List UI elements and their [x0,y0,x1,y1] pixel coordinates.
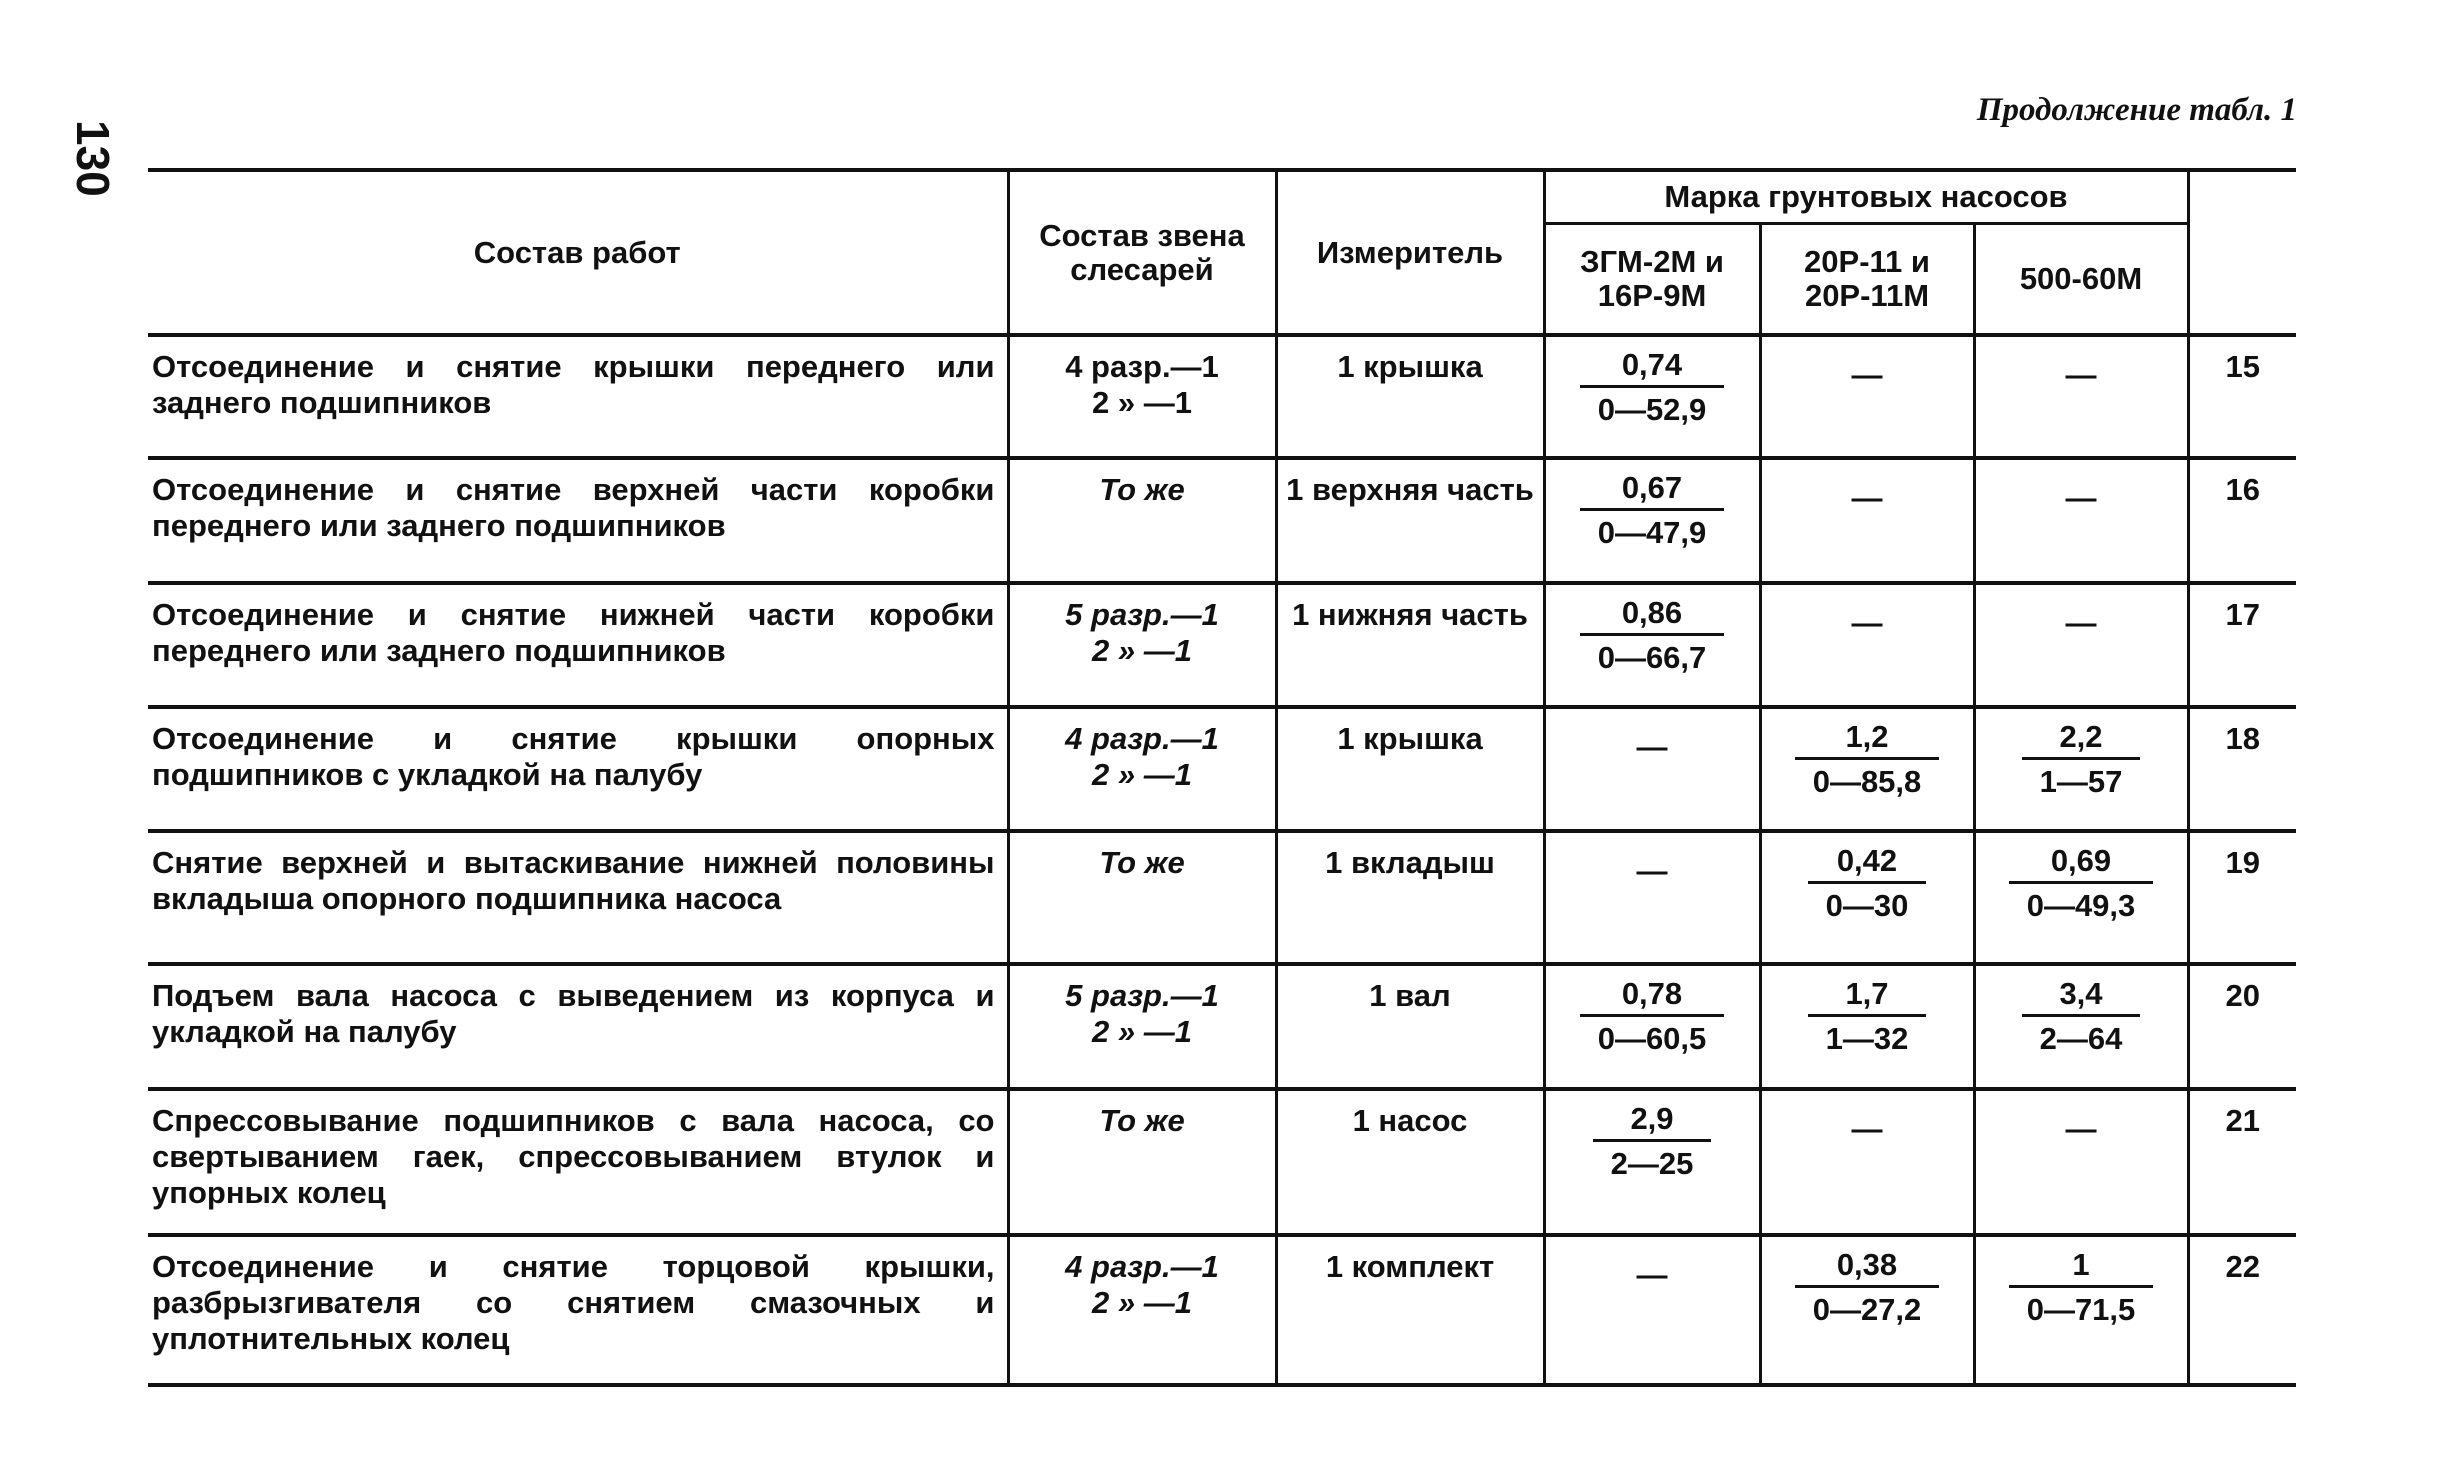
crew-line: 4 разр.—1 [1065,349,1219,384]
crew-composition [1008,707,1276,831]
no-value-dash: — [1851,605,1883,640]
header-brand-1: ЗГМ-2М и 16Р-9М [1544,224,1760,336]
norm-value-cell [1974,707,2188,831]
row-number: 18 [2188,707,2296,831]
norm-value-cell [1760,1235,1974,1385]
header-pump-brands: Марка грунтовых насосов [1544,170,2188,224]
crew-line: 4 разр.—1 [1065,1249,1219,1284]
norm-value-cell [1544,1235,1760,1385]
crew-line: 2 » —1 [1092,633,1192,668]
norm-price: 2—25 [1610,1146,1694,1181]
work-description: Отсоединение и снятие верхней части коробки переднего или заднего подшипников [148,458,1008,583]
work-description: Отсоединение и снятие крышки переднего или заднего подшипников [148,335,1008,458]
norm-value-cell [1760,707,1974,831]
norm-value-cell [1760,1089,1974,1235]
norm-value-cell [1974,458,2188,583]
work-description: Отсоединение и снятие крышки опорных подшипников с укладкой на палубу [148,707,1008,831]
norm-fraction [1808,976,1927,1057]
norm-time: 1 [2009,1247,2154,1288]
norm-fraction [2009,1247,2154,1328]
row-number: 15 [2188,335,2296,458]
work-description: Спрессовывание подшипников с вала насоса, со свертыванием гаек, спрессовыванием втулок и упорных колец [148,1089,1008,1235]
norm-value-cell [1544,831,1760,964]
measure-unit: 1 крышка [1276,707,1544,831]
row-number: 20 [2188,964,2296,1089]
norm-price: 0—71,5 [2026,1292,2136,1327]
crew-composition [1008,1235,1276,1385]
norm-time: 0,69 [2009,843,2154,884]
norm-price: 1—32 [1825,1021,1909,1056]
no-value-dash: — [1636,853,1668,888]
table-row [148,831,2296,964]
measure-unit: 1 вкладыш [1276,831,1544,964]
norm-time: 1,2 [1795,719,1940,760]
norm-time: 0,74 [1580,347,1725,388]
norm-time: 0,67 [1580,470,1725,511]
row-number: 17 [2188,583,2296,707]
header-number [2188,170,2296,335]
norm-price: 0—52,9 [1597,392,1707,427]
norm-value-cell [1974,583,2188,707]
table-row [148,583,2296,707]
table-row [148,964,2296,1089]
norm-value-cell [1974,335,2188,458]
measure-unit: 1 комплект [1276,1235,1544,1385]
norm-fraction [1593,1101,1712,1182]
norm-value-cell [1760,831,1974,964]
norm-value-cell [1760,583,1974,707]
norm-price: 0—60,5 [1597,1021,1707,1056]
work-description: Подъем вала насоса с выведением из корпуса и укладкой на палубу [148,964,1008,1089]
norm-price: 0—66,7 [1597,640,1707,675]
crew-line: То же [1099,1103,1185,1138]
row-number: 22 [2188,1235,2296,1385]
norm-fraction [1808,843,1927,924]
norm-price: 0—47,9 [1597,515,1707,550]
header-brand-2: 20Р-11 и 20Р-11М [1760,224,1974,336]
norm-value-cell [1544,1089,1760,1235]
norm-value-cell [1974,964,2188,1089]
norm-value-cell [1544,583,1760,707]
header-measure: Измеритель [1276,170,1544,335]
crew-line: 2 » —1 [1092,385,1192,420]
crew-line: То же [1099,845,1185,880]
norm-value-cell [1760,458,1974,583]
crew-composition [1008,458,1276,583]
norm-price: 1—57 [2039,764,2123,799]
norm-time: 0,38 [1795,1247,1940,1288]
norm-price: 0—30 [1825,888,1909,923]
no-value-dash: — [1851,357,1883,392]
norm-price: 0—27,2 [1812,1292,1922,1327]
crew-line: 5 разр.—1 [1065,978,1219,1013]
norm-fraction [2022,719,2141,800]
norm-fraction [1580,347,1725,428]
table-row [148,335,2296,458]
norm-fraction [1795,719,1940,800]
table-row [148,458,2296,583]
norm-value-cell [1760,964,1974,1089]
table-continuation-caption: Продолжение табл. 1 [1976,92,2297,128]
work-description: Отсоединение и снятие нижней части коробки переднего или заднего подшипников [148,583,1008,707]
norm-time: 0,78 [1580,976,1725,1017]
no-value-dash: — [2065,1111,2097,1146]
norm-fraction [1795,1247,1940,1328]
crew-line: То же [1099,472,1185,507]
norms-table [148,168,2296,1387]
norm-value-cell [1974,1089,2188,1235]
norm-price: 0—85,8 [1812,764,1922,799]
row-number: 19 [2188,831,2296,964]
table-row [148,1089,2296,1235]
no-value-dash: — [1636,729,1668,764]
norm-price: 0—49,3 [2026,888,2136,923]
norm-fraction [1580,595,1725,676]
norm-fraction [2009,843,2154,924]
crew-line: 2 » —1 [1092,1014,1192,1049]
crew-line: 5 разр.—1 [1065,597,1219,632]
norm-price: 2—64 [2039,1021,2123,1056]
norm-time: 2,9 [1593,1101,1712,1142]
measure-unit: 1 насос [1276,1089,1544,1235]
norm-value-cell [1544,458,1760,583]
no-value-dash: — [1851,480,1883,515]
header-brand-3: 500-60М [1974,224,2188,336]
crew-composition [1008,964,1276,1089]
norm-fraction [2022,976,2141,1057]
crew-composition [1008,831,1276,964]
crew-composition [1008,335,1276,458]
header-crew: Состав звена слесарей [1008,170,1276,335]
norm-time: 0,86 [1580,595,1725,636]
work-description: Снятие верхней и вытаскивание нижней половины вкладыша опорного подшипника насоса [148,831,1008,964]
norm-fraction [1580,470,1725,551]
row-number: 16 [2188,458,2296,583]
norm-value-cell [1544,335,1760,458]
measure-unit: 1 вал [1276,964,1544,1089]
norm-value-cell [1974,831,2188,964]
no-value-dash: — [1851,1111,1883,1146]
no-value-dash: — [1636,1257,1668,1292]
norm-value-cell [1544,707,1760,831]
no-value-dash: — [2065,357,2097,392]
norm-time: 2,2 [2022,719,2141,760]
measure-unit: 1 крышка [1276,335,1544,458]
measure-unit: 1 нижняя часть [1276,583,1544,707]
crew-composition [1008,1089,1276,1235]
row-number: 21 [2188,1089,2296,1235]
norm-value-cell [1974,1235,2188,1385]
no-value-dash: — [2065,480,2097,515]
norm-fraction [1580,976,1725,1057]
norm-time: 1,7 [1808,976,1927,1017]
work-description: Отсоединение и снятие торцовой крышки, разбрызгивателя со снятием смазочных и уплотнительных колец [148,1235,1008,1385]
crew-line: 4 разр.—1 [1065,721,1219,756]
crew-composition [1008,583,1276,707]
header-work: Состав работ [148,170,1008,335]
no-value-dash: — [2065,605,2097,640]
table-row [148,707,2296,831]
table-row [148,1235,2296,1385]
crew-line: 2 » —1 [1092,757,1192,792]
norm-value-cell [1544,964,1760,1089]
norm-time: 0,42 [1808,843,1927,884]
norm-time: 3,4 [2022,976,2141,1017]
norm-value-cell [1760,335,1974,458]
measure-unit: 1 верхняя часть [1276,458,1544,583]
crew-line: 2 » —1 [1092,1285,1192,1320]
